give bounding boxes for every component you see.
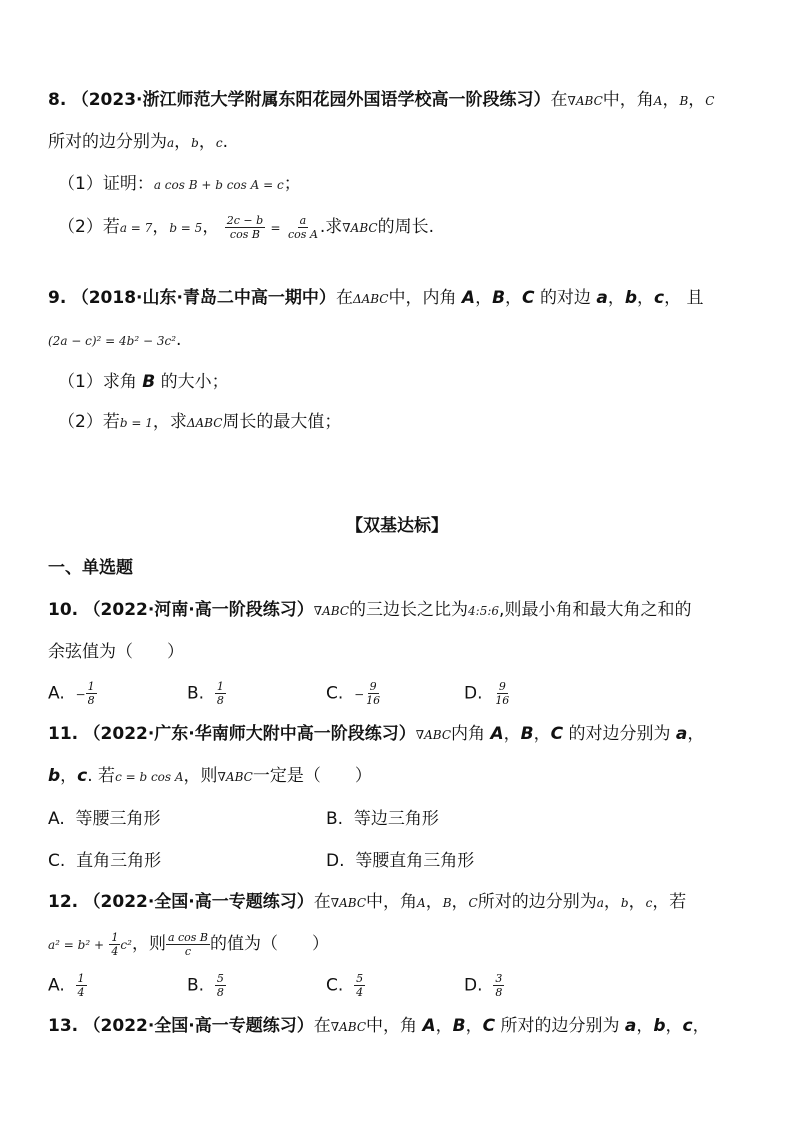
q10-triangle: ∇ABC (313, 604, 350, 618)
q10-ratio: 4:5:6 (468, 604, 500, 618)
q9-text: 的对边 (539, 288, 591, 308)
q8-part2-cond1: a = 7 (119, 221, 153, 235)
q12-option-d[interactable]: D. $\frac{3}{8}$ (464, 972, 503, 999)
q9-part1-label: （1）求角 (58, 372, 137, 392)
q12-side-a: a (596, 896, 604, 910)
q8-line2: 所对的边分别为a，b，c. (48, 132, 228, 152)
q11-angle-c: C (550, 724, 564, 744)
q12-option-a[interactable]: A. $\frac{1}{4}$ (48, 972, 85, 999)
q9-text: 且 (686, 288, 704, 308)
q11-triangle: ∇ABC (415, 728, 452, 742)
q11-cond: c = b cos A (115, 770, 184, 784)
q8-part2-label: （2）若 (58, 217, 120, 237)
q9-text: 中，内角 (388, 288, 457, 308)
q12-option-c[interactable]: C. $\frac{5}{4}$ (326, 972, 364, 999)
q8-part2-text: 的周长. (377, 217, 434, 237)
q13-angle-a: A (422, 1016, 436, 1036)
q9-part2-triangle: ΔABC (186, 416, 223, 430)
q11-side-b: b (48, 766, 61, 786)
q13-text: 在 (313, 1016, 331, 1036)
q12-triangle: ∇ABC (330, 896, 367, 910)
q12-question-frac: $\frac{\text{a cos B}}{c}$ (167, 930, 209, 958)
q8-part1-end: ； (283, 174, 301, 194)
q11-text: ，则 (183, 766, 218, 786)
q10-text: ,则最小角和最大角之和的 (499, 600, 692, 620)
q8-part2-frac1: $\frac{2c - b}{\text{cos B}}$ (226, 213, 264, 241)
q9-part2-cond: b = 1 (119, 416, 153, 430)
q9-part2 (58, 410, 754, 435)
q8-part1-label: （1）证明： (58, 174, 154, 194)
q8-source: （2023·浙江师范大学附属东阳花园外国语学校高一阶段练习） (71, 90, 551, 110)
q11-side-a: a (675, 724, 688, 744)
q9-part1-end: 的大小； (160, 372, 229, 392)
q11-triangle: ∇ABC (217, 770, 253, 784)
q8-part1 (58, 172, 754, 197)
q10-number: 10. (48, 600, 79, 620)
q9-line1: 9. （2018·山东·青岛二中高一期中）在ΔABC中，内角 A，B，C 的对边 a，b，c， 且 (48, 288, 704, 308)
q11-angle-b: B (520, 724, 534, 744)
q9-text: 在 (335, 288, 353, 308)
q10-option-c[interactable]: C. − $\frac{9}{16}$ (326, 680, 381, 707)
q12-side-b: b (620, 896, 629, 910)
q12-angle-c: C (468, 896, 478, 910)
q12-text: ，则 (131, 934, 166, 954)
q11-source: （2022·广东·华南师大附中高一阶段练习） (83, 724, 416, 744)
q8-angle-a: A (653, 94, 663, 108)
q12-cond-frac: $\frac{1}{4}$ (111, 930, 119, 958)
q13-text: 所对的边分别为 (500, 1016, 620, 1036)
q9-line2 (48, 328, 754, 353)
q12-text: 的值为（ ） (210, 934, 330, 954)
q8-side-c: c (215, 136, 223, 150)
q13-angle-b: B (452, 1016, 466, 1036)
q9-part1-angle: B (142, 372, 156, 392)
q9-side-b: b (624, 288, 637, 308)
q11-option-b[interactable]: B. 等边三角形 (326, 809, 439, 829)
q13-text: 中，角 (366, 1016, 418, 1036)
q8-triangle: ∇ABC (567, 94, 603, 108)
q13-side-b: b (653, 1016, 666, 1036)
q12-text: 中，角 (366, 892, 418, 912)
q9-part2-text: ，求 (152, 412, 187, 432)
q9-part1 (58, 370, 754, 394)
q8-part2-text: .求 (319, 217, 343, 237)
q8-part2-cond2: b = 5 (169, 221, 203, 235)
q8-part1-formula: a cos B + b cos A = c (153, 178, 284, 192)
q11-number: 11. (48, 724, 79, 744)
q11-text: 的对边分别为 (568, 724, 671, 744)
q11-text: 内角 (451, 724, 486, 744)
q11-option-d[interactable]: D. 等腰直角三角形 (326, 851, 475, 871)
q12-number: 12. (48, 892, 79, 912)
q10-source: （2022·河南·高一阶段练习） (83, 600, 314, 620)
q13-line1: 13. （2022·全国·高一专题练习）在∇ABC中，角 A，B，C 所对的边分别为 a，b，c， (48, 1016, 710, 1036)
q12-source: （2022·全国·高一专题练习） (83, 892, 314, 912)
q8-part2-eq: = (270, 221, 281, 235)
q10-option-a[interactable]: A. − $\frac{1}{8}$ (48, 680, 95, 707)
q8-text: 所对的边分别为 (48, 132, 167, 152)
q8-text: 在 (550, 90, 568, 110)
q12-cond-left: a² = b² + (48, 938, 105, 952)
section-title: 【双基达标】 (346, 516, 448, 536)
q12-angle-a: A (417, 896, 426, 910)
q9-formula-end: . (176, 330, 182, 350)
q11-side-c: c (77, 766, 88, 786)
q9-part2-end: 周长的最大值； (222, 412, 342, 432)
q13-side-c: c (682, 1016, 693, 1036)
subsection-title: 一、单选题 (48, 558, 133, 578)
q12-text: ，若 (652, 892, 687, 912)
q13-source: （2022·全国·高一专题练习） (83, 1016, 314, 1036)
q10-text: 的三边长之比为 (349, 600, 469, 620)
q9-part2-label: （2）若 (58, 412, 120, 432)
q8-text: 中，角 (602, 90, 654, 110)
q13-angle-c: C (482, 1016, 496, 1036)
q11-text: . 若 (87, 766, 116, 786)
q13-side-a: a (624, 1016, 637, 1036)
q9-angle-b: B (492, 288, 506, 308)
q12-text: 所对的边分别为 (477, 892, 597, 912)
q9-side-c: c (654, 288, 665, 308)
q11-line2: b，c. 若c = b cos A，则∇ABC一定是（ ） (48, 766, 372, 786)
q13-number: 13. (48, 1016, 79, 1036)
q8-part2: （2）若a = 7，b = 5， $\frac{2c - b}{\text{cos B}}$ = $\frac{a}{\text{cos A}}$ .求∇ABC的周长. (58, 213, 434, 241)
q8-part2-frac2: $\frac{a}{\text{cos A}}$ (288, 213, 318, 241)
q9-angle-c: C (522, 288, 535, 308)
q9-triangle: ΔABC (352, 292, 389, 306)
q8-angle-b: B (679, 94, 689, 108)
q11-option-c[interactable]: C. 直角三角形 (48, 851, 162, 871)
q9-angle-a: A (461, 288, 476, 308)
q10-option-b[interactable]: B. $\frac{1}{8}$ (187, 680, 224, 707)
q8-number: 8. (48, 90, 67, 110)
q8-line1: 8. （2023·浙江师范大学附属东阳花园外国语学校高一阶段练习）在∇ABC中，角A，B，C (48, 90, 715, 110)
q12-line1: 12. （2022·全国·高一专题练习）在∇ABC中，角A，B，C所对的边分别为a，b，c，若 (48, 892, 687, 912)
q12-text: 在 (313, 892, 331, 912)
q9-source: （2018·山东·青岛二中高一期中） (71, 288, 336, 308)
q9-side-a: a (596, 288, 608, 308)
q8-side-b: b (191, 136, 199, 150)
q11-text: 一定是（ ） (252, 766, 372, 786)
q8-side-a: a (167, 136, 175, 150)
q12-angle-b: B (442, 896, 452, 910)
q10-line1 (48, 598, 754, 623)
q12-option-b[interactable]: B. $\frac{5}{8}$ (187, 972, 224, 999)
q9-formula: (2a − c)² = 4b² − 3c² (48, 334, 177, 348)
q9-number: 9. (48, 288, 67, 308)
q10-line2: 余弦值为（ ） (48, 642, 184, 662)
q11-option-a[interactable]: A. 等腰三角形 (48, 809, 161, 829)
q12-cond-right: c² (120, 938, 132, 952)
q11-line1: 11. （2022·广东·华南师大附中高一阶段练习）∇ABC内角 A，B，C 的对边分别为 a， (48, 724, 705, 744)
q10-option-d[interactable]: D. $\frac{9}{16}$ (464, 680, 510, 707)
q8-part2-triangle: ∇ABC (342, 221, 378, 235)
q11-angle-a: A (490, 724, 504, 744)
q8-angle-c: C (705, 94, 715, 108)
q13-triangle: ∇ABC (330, 1020, 367, 1034)
q12-line2 (48, 928, 754, 961)
q12-side-c: c (645, 896, 653, 910)
